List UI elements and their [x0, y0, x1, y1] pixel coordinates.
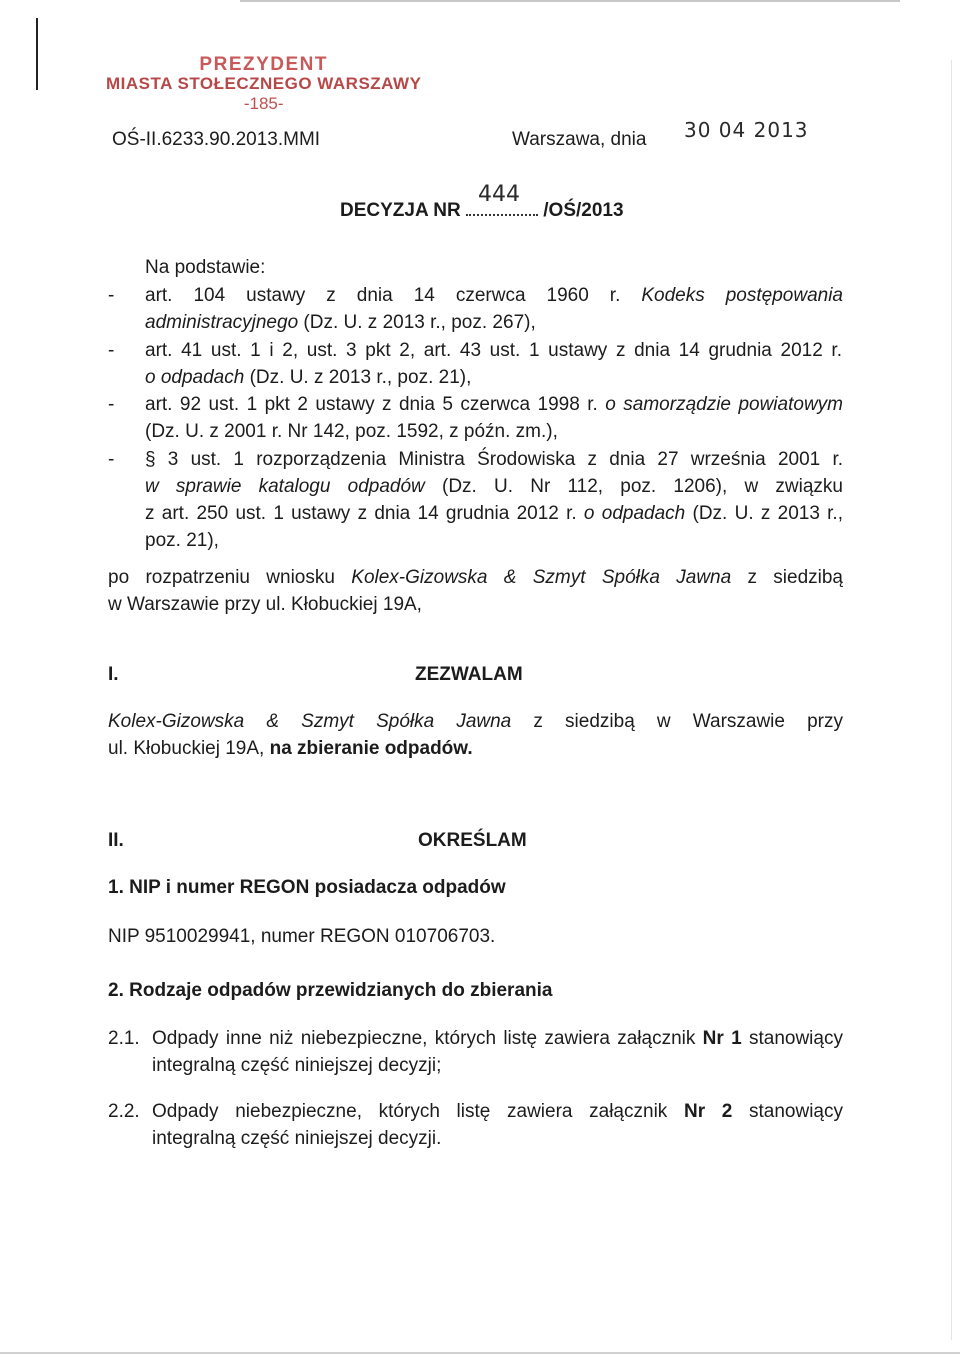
attachment-number: Nr 1	[702, 1028, 742, 1049]
basis-intro: Na podstawie:	[145, 257, 266, 278]
sub-1-text: NIP 9510029941, numer REGON 010706703.	[108, 926, 496, 947]
scan-left-mark	[36, 18, 38, 90]
basis-after-line-1: po rozpatrzeniu wniosku Kolex-Gizowska & Szmyt Spółka Jawna z siedzibą	[108, 567, 843, 588]
item-2-2-number: 2.2.	[108, 1101, 140, 1122]
list-dash: -	[108, 285, 115, 306]
attachment-number: Nr 2	[683, 1101, 733, 1122]
section-1-address: ul. Kłobuckiej 19A,	[108, 738, 270, 759]
basis-item-4-line-2: w sprawie katalogu odpadów (Dz. U. Nr 112, poz. 1206), w związku	[145, 476, 843, 497]
section-1-heading: ZEZWALAM	[415, 664, 523, 685]
company-name: Kolex-Gizowska & Szmyt Spółka Jawna	[108, 711, 512, 732]
sub-2-heading: 2. Rodzaje odpadów przewidzianych do zbierania	[108, 980, 553, 1001]
item-text: Odpady inne niż niebezpieczne, których listę zawiera załącznik	[152, 1028, 703, 1049]
basis-item-4-line-1: § 3 ust. 1 rozporządzenia Ministra Środowiska z dnia 27 września 2001 r.	[145, 449, 843, 470]
sub-1-heading: 1. NIP i numer REGON posiadacza odpadów	[108, 877, 506, 898]
stamp-line1: PREZYDENT	[199, 54, 328, 75]
stamp-line2: MIASTA STOŁECZNEGO WARSZAWY	[106, 74, 422, 93]
item-2-2-line-2: integralną część niniejszej decyzji.	[152, 1128, 442, 1149]
title-prefix: DECYZJA NR	[340, 200, 461, 221]
section-1-number: I.	[108, 664, 119, 685]
title-suffix: /OŚ/2013	[543, 200, 624, 221]
section-1-line-1	[108, 711, 843, 733]
item-text: Odpady niebezpieczne, których listę zawiera załącznik	[152, 1101, 684, 1122]
basis-item-1-line-1: art. 104 ustawy z dnia 14 czerwca 1960 r. Kodeks postępowania	[145, 285, 843, 306]
place-date-label: Warszawa, dnia	[512, 129, 647, 150]
decision-title	[340, 182, 624, 222]
basis-item-2-line-2: o odpadach (Dz. U. z 2013 r., poz. 21),	[145, 367, 472, 388]
section-1-permission: na zbieranie odpadów.	[269, 738, 473, 759]
section-2-number: II.	[108, 830, 124, 851]
basis-item-3-line-1: art. 92 ust. 1 pkt 2 ustawy z dnia 5 czerwca 1998 r. o samorządzie powiatowym	[145, 394, 843, 415]
list-dash: -	[108, 449, 115, 470]
list-dash: -	[108, 394, 115, 415]
scan-right-edge	[951, 60, 952, 1340]
item-text: stanowiący	[732, 1101, 843, 1122]
item-2-1-line-2: integralną część niniejszej decyzji;	[152, 1055, 442, 1076]
basis-item-4-line-4: poz. 21),	[145, 530, 219, 551]
section-2-heading: OKREŚLAM	[418, 830, 527, 851]
title-number-field	[466, 182, 538, 216]
scan-top-edge	[240, 0, 900, 2]
handwritten-number: 444	[477, 182, 520, 207]
section-1-line-2	[108, 738, 473, 760]
basis-after-line-2: w Warszawie przy ul. Kłobuckiej 19A,	[108, 594, 422, 615]
official-stamp	[106, 54, 421, 114]
stamp-line3: -185-	[243, 94, 284, 113]
case-reference: OŚ-II.6233.90.2013.MMI	[112, 129, 321, 150]
basis-item-1-line-2: administracyjnego (Dz. U. z 2013 r., poz. 267),	[145, 312, 536, 333]
scan-bottom-edge	[0, 1352, 960, 1354]
section-1-line-1-rest: z siedzibą w Warszawie przy	[511, 711, 844, 732]
basis-item-3-line-2: (Dz. U. z 2001 r. Nr 142, poz. 1592, z późn. zm.),	[145, 421, 558, 442]
item-text: stanowiący	[741, 1028, 843, 1049]
item-2-1-line-1	[152, 1028, 843, 1050]
handwritten-date: 30 04 2013	[684, 118, 809, 142]
item-2-2-line-1	[152, 1101, 843, 1123]
list-dash: -	[108, 340, 115, 361]
item-2-1-number: 2.1.	[108, 1028, 140, 1049]
basis-item-4-line-3: z art. 250 ust. 1 ustawy z dnia 14 grudnia 2012 r. o odpadach (Dz. U. z 2013 r.,	[145, 503, 843, 524]
basis-item-2-line-1: art. 41 ust. 1 i 2, ust. 3 pkt 2, art. 43 ust. 1 ustawy z dnia 14 grudnia 2012 r.	[145, 340, 842, 361]
